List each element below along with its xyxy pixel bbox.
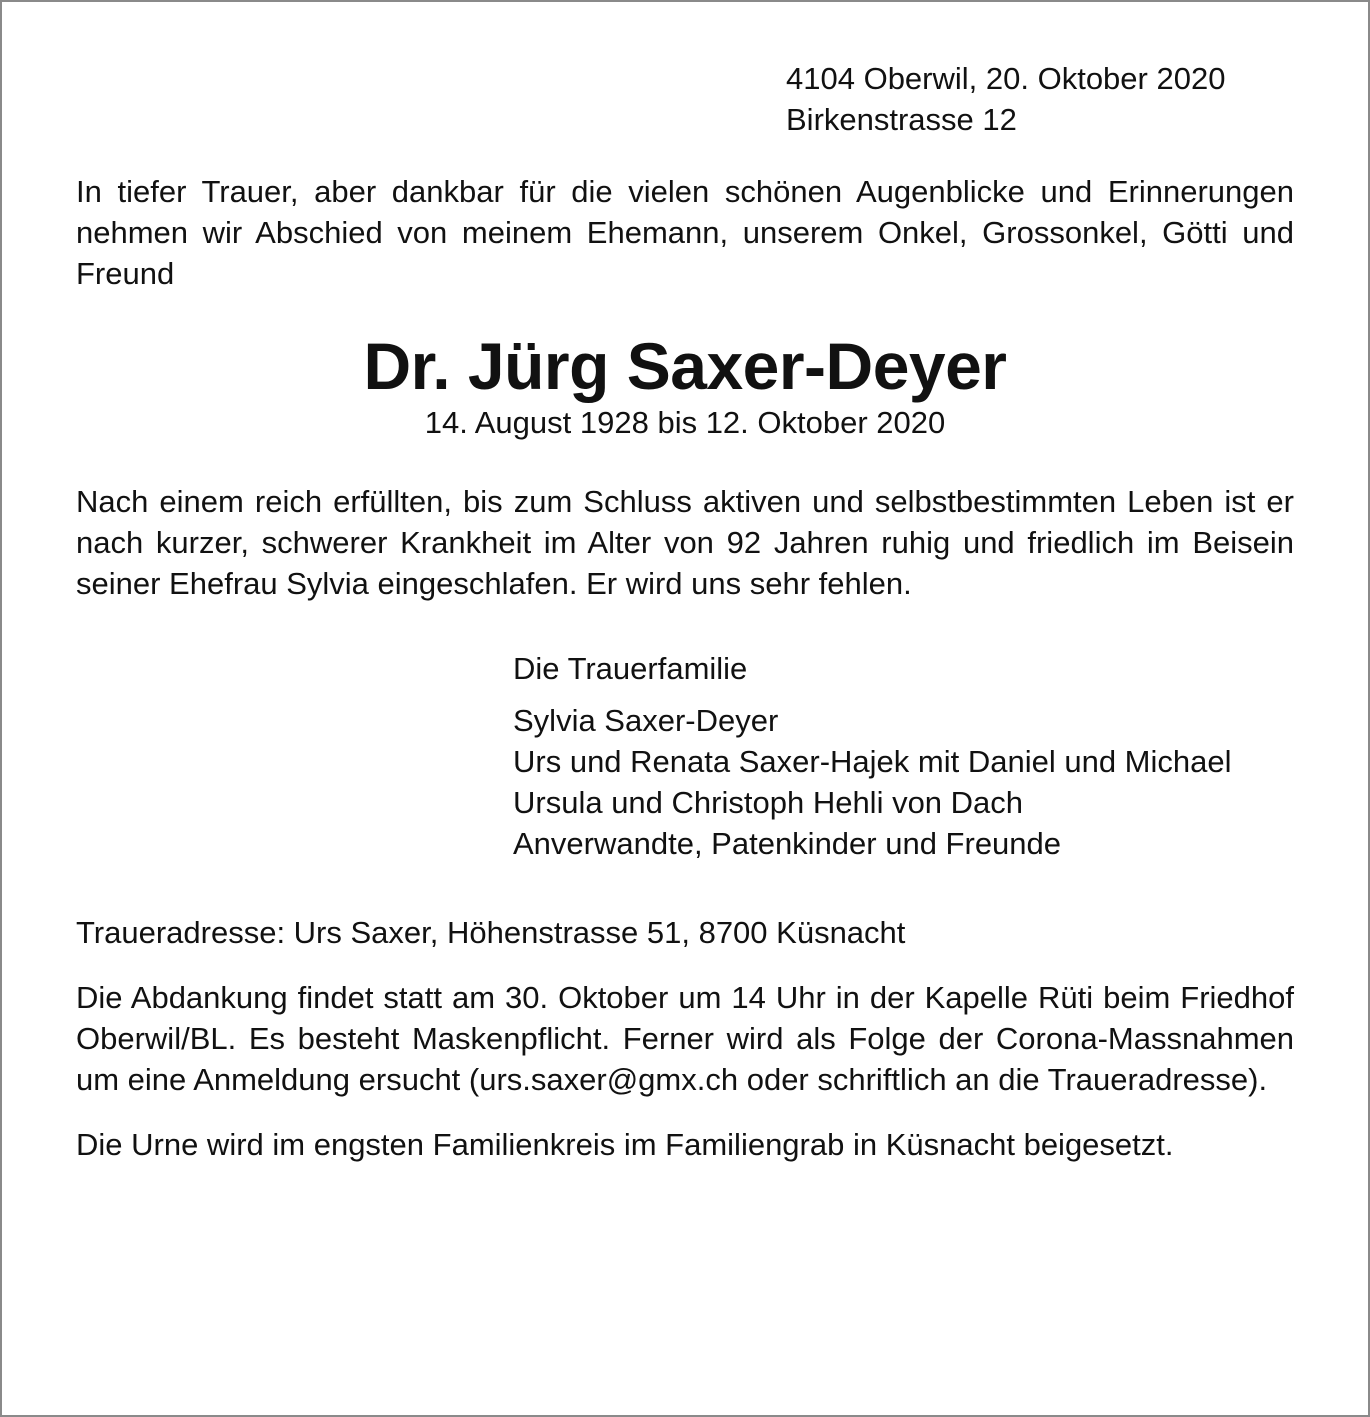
place-date: 4104 Oberwil, 20. Oktober 2020: [786, 61, 1226, 96]
life-paragraph: Nach einem reich erfüllten, bis zum Schluss aktiven und selbstbestimmten Leben ist er nach kurzer, schwerer Krankheit im Alter von 92 Jahren ruhig und friedlich im Beisein seiner Ehefrau Sylvia eingeschlafen. Er wird uns sehr fehlen.: [76, 484, 1294, 601]
sender-block: [786, 58, 1294, 140]
family-member: Anverwandte, Patenkinder und Freunde: [513, 826, 1062, 861]
family-heading: Die Trauerfamilie: [513, 651, 748, 686]
family-member: Ursula und Christoph Hehli von Dach: [513, 785, 1024, 820]
deceased-name: Dr. Jürg Saxer-Deyer: [363, 329, 1007, 403]
family-block: [513, 648, 1294, 864]
intro-paragraph: In tiefer Trauer, aber dankbar für die vielen schönen Augenblicke und Erinnerungen nehmen wir Abschied von meinem Ehemann, unserem Onkel, Grossonkel, Götti und Freund: [76, 174, 1294, 291]
street-address: Birkenstrasse 12: [786, 102, 1017, 137]
ceremony-paragraph: Die Abdankung findet statt am 30. Oktober um 14 Uhr in der Kapelle Rüti beim Friedhof Oberwil/BL. Es besteht Maskenpflicht. Ferner wird als Folge der Corona-Massnahmen um eine Anmeldung ersucht (urs.saxer@gmx.ch oder schriftlich an die Traueradresse).: [76, 980, 1294, 1097]
urn-paragraph: Die Urne wird im engsten Familienkreis im Familiengrab in Küsnacht beigesetzt.: [76, 1127, 1174, 1162]
mourning-address: Traueradresse: Urs Saxer, Höhenstrasse 51, 8700 Küsnacht: [76, 915, 906, 950]
family-member: Urs und Renata Saxer-Hajek mit Daniel und Michael: [513, 744, 1232, 779]
life-dates: 14. August 1928 bis 12. Oktober 2020: [424, 405, 946, 440]
obituary-notice: [76, 58, 1294, 1165]
family-member: Sylvia Saxer-Deyer: [513, 703, 779, 738]
